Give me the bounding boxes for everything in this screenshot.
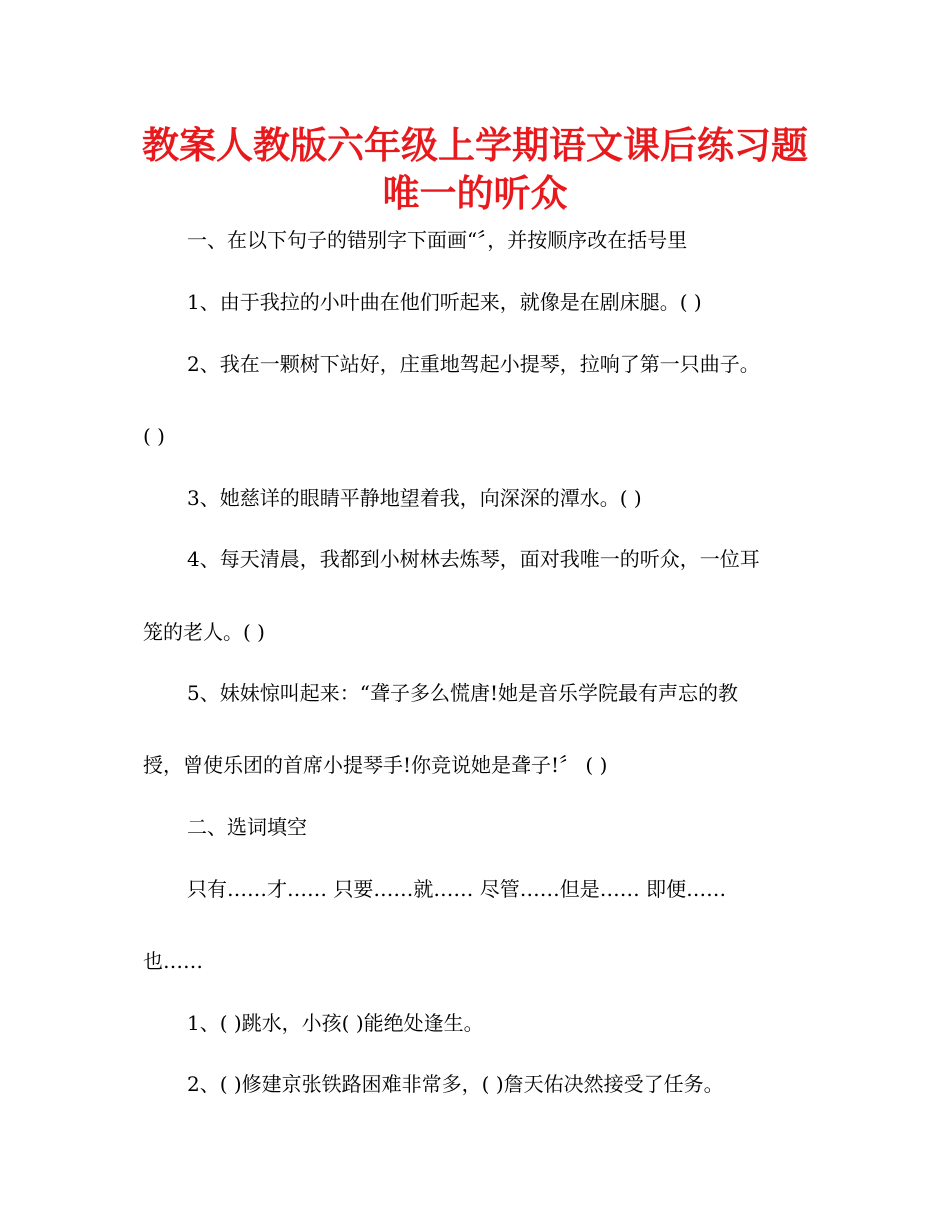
question-1-4-cont: 笼的老人。( )	[143, 620, 265, 644]
question-2-1: 1、( )跳水，小孩( )能绝处逢生。	[187, 1011, 484, 1035]
document-title-line-1: 教案人教版六年级上学期语文课后练习题	[142, 124, 808, 167]
question-1-1: 1、由于我拉的小叶曲在他们听起来，就像是在剧床腿。( )	[187, 290, 702, 314]
document-title-line-2: 唯一的听众	[382, 172, 568, 215]
section-1-heading: 一、在以下句子的错别字下面画“〞，并按顺序改在括号里	[187, 228, 688, 252]
word-choices-cont: 也……	[143, 949, 203, 973]
question-1-4: 4、每天清晨，我都到小树林去炼琴，面对我唯一的听众，一位耳	[187, 547, 760, 571]
question-1-5: 5、妹妹惊叫起来：“聋子多么慌唐!她是音乐学院最有声忘的教	[187, 681, 738, 705]
word-choices: 只有……才…… 只要……就…… 尽管……但是…… 即便……	[187, 877, 727, 901]
section-2-heading: 二、选词填空	[187, 815, 307, 839]
question-1-2-blank: ( )	[143, 424, 165, 448]
question-1-3: 3、她慈详的眼睛平静地望着我，向深深的潭水。( )	[187, 486, 642, 510]
question-1-5-cont: 授，曾使乐团的首席小提琴手!你竞说她是聋子!〞 ( )	[143, 753, 608, 777]
question-2-2: 2、( )修建京张铁路困难非常多，( )詹天佑决然接受了任务。	[187, 1072, 724, 1096]
question-1-2: 2、我在一颗树下站好，庄重地驾起小提琴，拉响了第一只曲子。	[187, 352, 760, 376]
